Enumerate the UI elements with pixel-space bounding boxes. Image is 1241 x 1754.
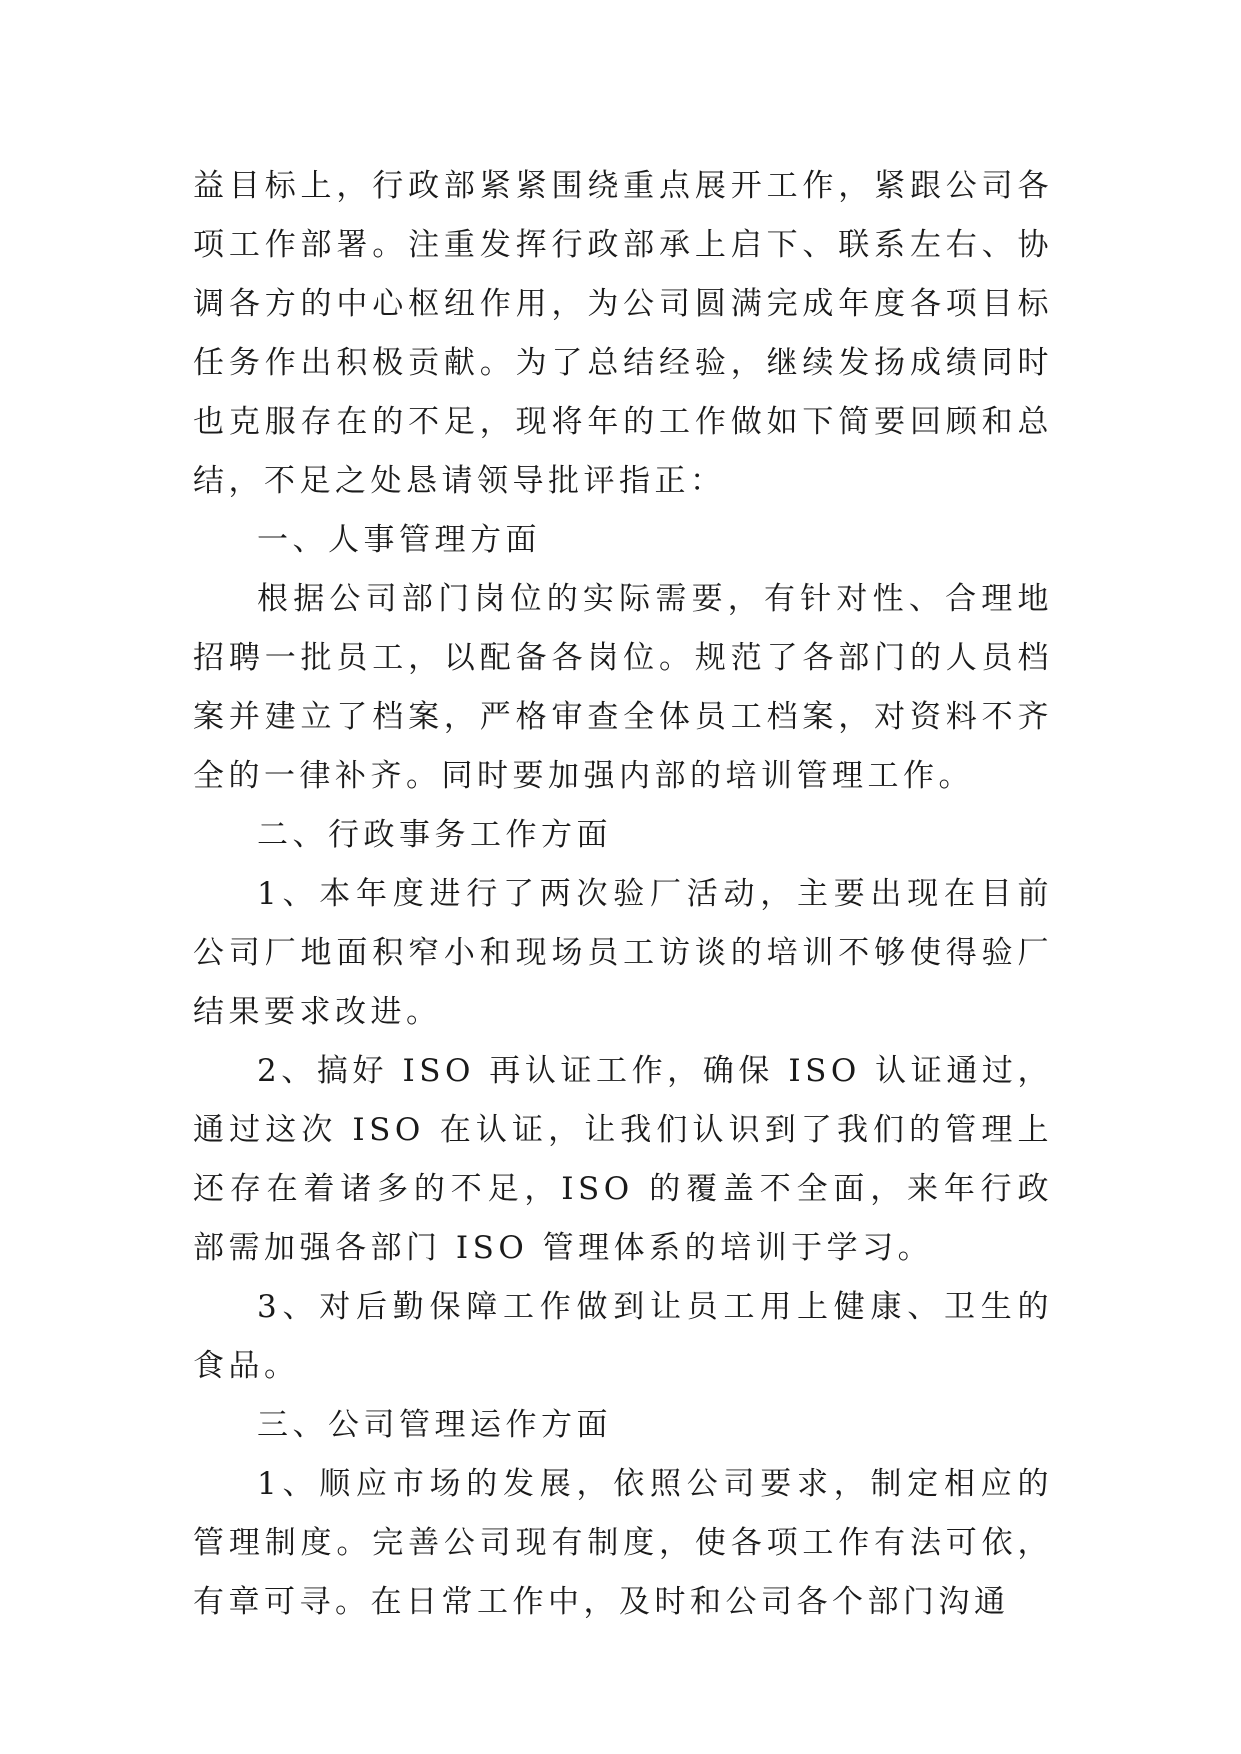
section-heading-personnel: 一、人事管理方面 (257, 522, 541, 558)
section-heading-admin-affairs: 二、行政事务工作方面 (257, 817, 612, 853)
section-heading-company-management: 三、公司管理运作方面 (257, 1407, 612, 1443)
personnel-paragraph: 根据公司部门岗位的实际需要，有针对性、合理地招聘一批员工，以配备各岗位。规范了各部门的人员档案并建立了档案，严格审查全体员工档案，对资料不齐全的一律补齐。同时要加强内部的培训管理工作。 (193, 581, 1053, 794)
intro-paragraph: 益目标上，行政部紧紧围绕重点展开工作，紧跟公司各项工作部署。注重发挥行政部承上启下、联系左右、协调各方的中心枢纽作用，为公司圆满完成年度各项目标任务作出积极贡献。为了总结经验，继续发扬成绩同时也克服存在的不足，现将年的工作做如下简要回顾和总结，不足之处恳请领导批评指正： (193, 168, 1053, 499)
management-item-1-paragraph: 1、顺应市场的发展，依照公司要求，制定相应的管理制度。完善公司现有制度，使各项工作有法可依，有章可寻。在日常工作中，及时和公司各个部门沟通 (193, 1466, 1053, 1620)
document-body (193, 157, 1053, 1632)
admin-item-2-paragraph: 2、搞好 ISO 再认证工作，确保 ISO 认证通过，通过这次 ISO 在认证，让我们认识到了我们的管理上还存在着诸多的不足，ISO 的覆盖不全面，来年行政部需加强各部门 ISO 管理体系的培训于学习。 (193, 1053, 1053, 1266)
admin-item-1-paragraph: 1、本年度进行了两次验厂活动，主要出现在目前公司厂地面积窄小和现场员工访谈的培训不够使得验厂结果要求改进。 (193, 876, 1053, 1030)
admin-item-3-paragraph: 3、对后勤保障工作做到让员工用上健康、卫生的食品。 (193, 1289, 1053, 1384)
